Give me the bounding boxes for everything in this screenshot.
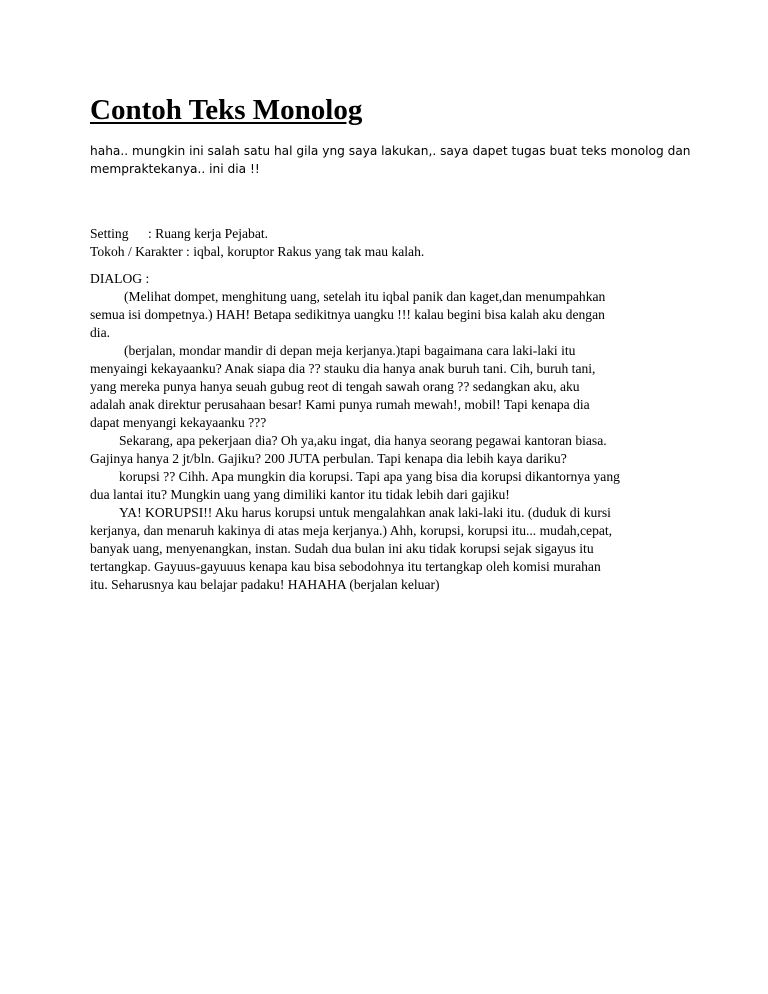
setting-block (90, 225, 690, 261)
dialog-line: (Melihat dompet, menghitung uang, setelah itu iqbal panik dan kaget,dan menumpahkan (124, 289, 606, 304)
intro-paragraph (90, 142, 690, 178)
document-title: Contoh Teks Monolog (90, 94, 363, 126)
intro-line: haha.. mungkin ini salah satu hal gila yng saya lakukan,. saya dapet tugas buat teks monolog dan (90, 144, 691, 158)
dialog-line: dia. (90, 325, 111, 340)
setting-line (90, 225, 690, 243)
document-page (90, 90, 690, 594)
dialog-line: menyaingi kekayaanku? Anak siapa dia ?? stauku dia hanya anak buruh tani. Cih, buruh tani, (90, 361, 596, 376)
dialog-line: tertangkap. Gayuus-gayuuus kenapa kau bisa sebodohnya itu tertangkap oleh komisi murahan (90, 559, 601, 574)
dialog-line: korupsi ?? Cihh. Apa mungkin dia korupsi. Tapi apa yang bisa dia korupsi dikantornya yang (119, 469, 620, 484)
dialog-block (90, 270, 690, 594)
setting-value: : Ruang kerja Pejabat. (148, 226, 269, 241)
setting-label: Setting (90, 226, 129, 241)
dialog-line: YA! KORUPSI!! Aku harus korupsi untuk mengalahkan anak laki-laki itu. (duduk di kursi (119, 505, 611, 520)
dialog-line: (berjalan, mondar mandir di depan meja kerjanya.)tapi bagaimana cara laki-laki itu (124, 343, 576, 358)
dialog-line: Sekarang, apa pekerjaan dia? Oh ya,aku ingat, dia hanya seorang pegawai kantoran biasa. (119, 433, 607, 448)
dialog-line: yang mereka punya hanya seuah gubug reot di tengah sawah orang ?? sedangkan aku, aku (90, 379, 580, 394)
dialog-line: semua isi dompetnya.) HAH! Betapa sedikitnya uangku !!! kalau begini bisa kalah aku dengan (90, 307, 605, 322)
dialog-line: adalah anak direktur perusahaan besar! Kami punya rumah mewah!, mobil! Tapi kenapa dia (90, 397, 590, 412)
dialog-line: banyak uang, menyenangkan, instan. Sudah dua bulan ini aku tidak korupsi sejak sigayus itu (90, 541, 594, 556)
tokoh-line: Tokoh / Karakter : iqbal, koruptor Rakus yang tak mau kalah. (90, 244, 425, 259)
dialog-line: dua lantai itu? Mungkin uang yang dimiliki kantor itu tidak lebih dari gajiku! (90, 487, 510, 502)
dialog-line: kerjanya, dan menaruh kakinya di atas meja kerjanya.) Ahh, korupsi, korupsi itu... mudah,cepat, (90, 523, 613, 538)
dialog-line: itu. Seharusnya kau belajar padaku! HAHAHA (berjalan keluar) (90, 577, 440, 592)
dialog-line: Gajinya hanya 2 jt/bln. Gajiku? 200 JUTA perbulan. Tapi kenapa dia lebih kaya dariku? (90, 451, 567, 466)
dialog-line: dapat menyangi kekayaanku ??? (90, 415, 267, 430)
dialog-heading: DIALOG : (90, 271, 150, 286)
intro-line: mempraktekanya.. ini dia !! (90, 162, 260, 176)
